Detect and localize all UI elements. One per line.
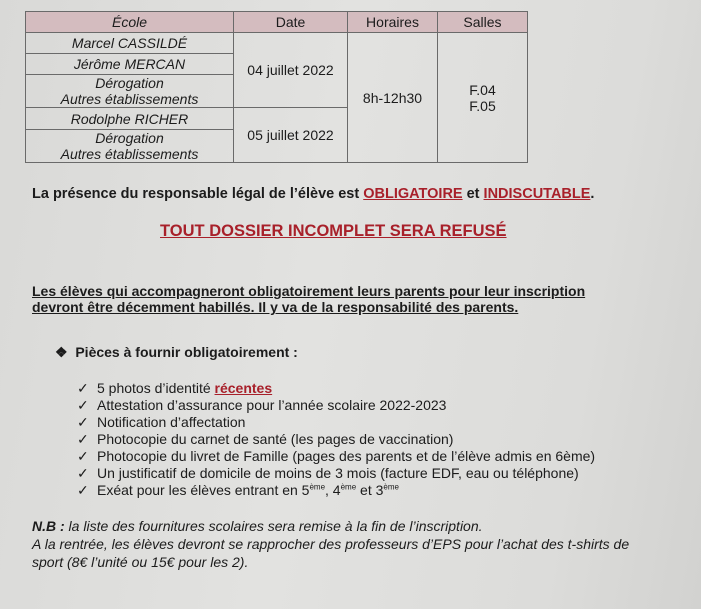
list-item bbox=[77, 465, 579, 482]
text: et bbox=[462, 186, 484, 202]
header-horaires: Horaires bbox=[348, 12, 438, 33]
school-cell bbox=[26, 75, 234, 108]
list-item bbox=[77, 482, 399, 499]
text: 5 photos d’identité bbox=[97, 380, 215, 396]
school-cell: Jérôme MERCAN bbox=[26, 54, 234, 75]
sup: ème bbox=[340, 482, 357, 492]
check-icon: ✓ bbox=[77, 414, 89, 430]
presence-notice bbox=[32, 186, 594, 202]
text: et 3 bbox=[356, 482, 384, 498]
date-cell: 04 juillet 2022 bbox=[234, 33, 348, 108]
line: sport (8€ l’unité ou 15€ pour les 2). bbox=[32, 554, 249, 570]
header-ecole: École bbox=[26, 12, 234, 33]
emphasis: INDISCUTABLE bbox=[483, 186, 591, 202]
school-cell: Rodolphe RICHER bbox=[26, 108, 234, 130]
text: Un justificatif de domicile de moins de 3 mois (facture EDF, eau ou téléphone) bbox=[97, 465, 579, 481]
check-icon: ✓ bbox=[77, 431, 89, 447]
emphasis: récentes bbox=[214, 380, 273, 396]
school-cell: Marcel CASSILDÉ bbox=[26, 33, 234, 54]
diamond-bullet-icon: ❖ bbox=[55, 344, 76, 360]
list-item bbox=[77, 431, 453, 448]
text: Attestation d’assurance pour l’année scolaire 2022-2023 bbox=[97, 397, 447, 413]
check-icon: ✓ bbox=[77, 448, 89, 464]
title: Pièces à fournir obligatoirement : bbox=[75, 344, 298, 360]
line: Les élèves qui accompagneront obligatoirement leurs parents pour leur inscription bbox=[32, 283, 586, 299]
line: la liste des fournitures scolaires sera remise à la fin de l’inscription. bbox=[64, 518, 483, 534]
text: La présence du responsable légal de l’élève est bbox=[32, 186, 364, 202]
list-item bbox=[77, 397, 446, 414]
text: Photocopie du carnet de santé (les pages de vaccination) bbox=[97, 431, 454, 447]
sup: ème bbox=[309, 482, 326, 492]
table-header bbox=[26, 12, 528, 33]
check-icon: ✓ bbox=[77, 482, 89, 498]
line: Autres établissements bbox=[60, 146, 199, 162]
schedule-table bbox=[25, 11, 528, 163]
list-item bbox=[77, 448, 595, 465]
check-icon: ✓ bbox=[77, 380, 89, 396]
header-salles: Salles bbox=[438, 12, 528, 33]
text: . bbox=[590, 186, 595, 202]
dress-notice bbox=[32, 283, 585, 315]
nb-label: N.B : bbox=[32, 518, 65, 534]
check-icon: ✓ bbox=[77, 397, 89, 413]
salle: F.04 bbox=[469, 81, 496, 98]
line: Dérogation bbox=[95, 75, 164, 91]
salle: F.05 bbox=[469, 97, 496, 114]
line: Autres établissements bbox=[60, 91, 199, 107]
line: Dérogation bbox=[95, 130, 164, 146]
text: , 4 bbox=[325, 482, 341, 498]
salles-cell bbox=[438, 33, 528, 163]
table-row bbox=[26, 33, 528, 54]
date-cell: 05 juillet 2022 bbox=[234, 108, 348, 163]
header-date: Date bbox=[234, 12, 348, 33]
list-item bbox=[77, 380, 272, 397]
horaires-cell: 8h-12h30 bbox=[348, 33, 438, 163]
nb-note bbox=[32, 517, 629, 571]
line: A la rentrée, les élèves devront se rapprocher des professeurs d’EPS pour l’achat des t-shirts de bbox=[32, 536, 630, 552]
pieces-title bbox=[55, 344, 298, 361]
warning-heading: TOUT DOSSIER INCOMPLET SERA REFUSÉ bbox=[160, 222, 507, 240]
list-item bbox=[77, 414, 245, 431]
line: devront être décemment habillés. Il y va de la responsabilité des parents. bbox=[32, 299, 519, 315]
sup: ème bbox=[383, 482, 399, 492]
text: Notification d’affectation bbox=[97, 414, 246, 430]
text: Photocopie du livret de Famille (pages des parents et de l’élève admis en 6ème) bbox=[97, 448, 596, 464]
check-icon: ✓ bbox=[77, 465, 89, 481]
emphasis: OBLIGATOIRE bbox=[363, 186, 463, 202]
school-cell bbox=[26, 130, 234, 163]
text: Exéat pour les élèves entrant en 5 bbox=[97, 482, 310, 498]
